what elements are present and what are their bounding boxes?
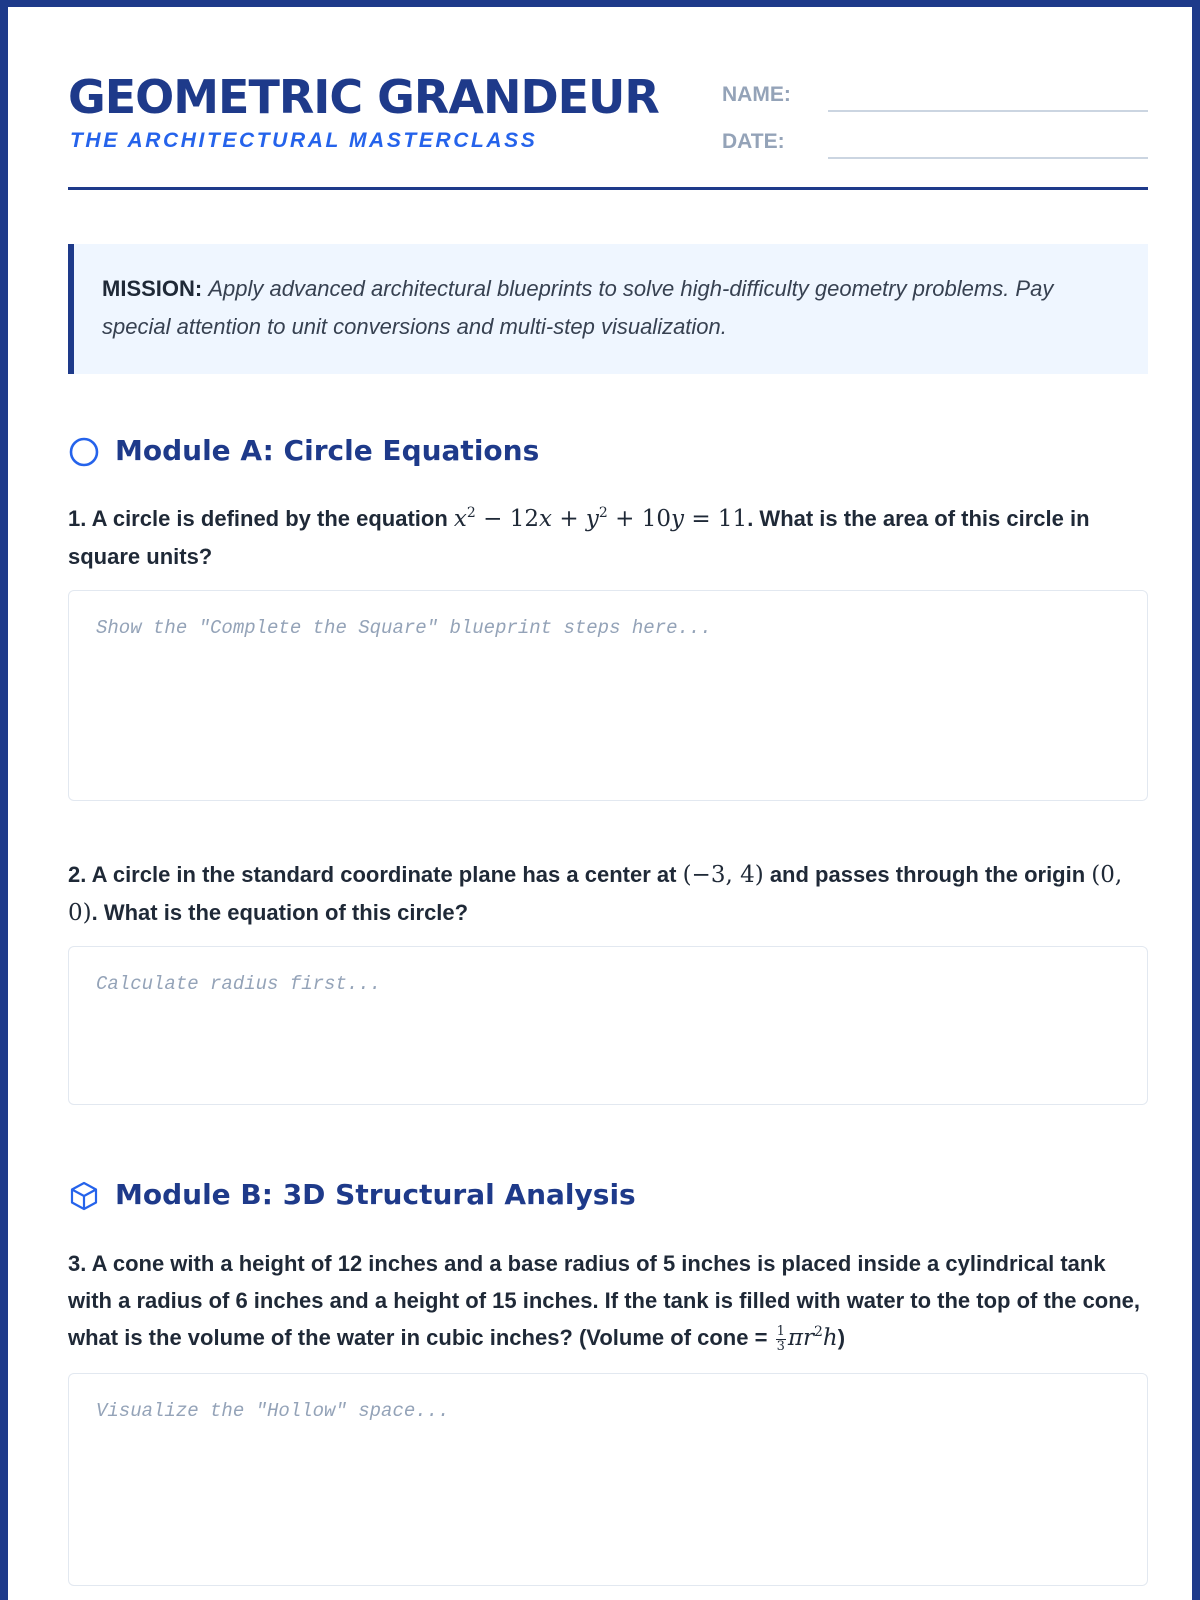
question-3-cone-formula: $\pi r^2h$ — [787, 1324, 838, 1351]
name-label: NAME: — [722, 83, 791, 106]
answer-box-1[interactable] — [68, 590, 1148, 801]
date-label: DATE: — [722, 130, 785, 153]
mission-text: Apply advanced architectural blueprints to solve high-difficulty geometry problems. Pay special attention to unit conversions and multi-step visualization. — [102, 276, 1054, 339]
module-a-title: Module A: Circle Equations — [115, 434, 540, 467]
question-2-origin: (0, 0) — [68, 862, 1123, 926]
question-2-suffix: . What is the equation of this circle? — [91, 900, 469, 925]
name-underline — [828, 110, 1148, 112]
date-input[interactable] — [828, 128, 1152, 158]
question-1-suffix: . What is the area of this circle in square units? — [68, 506, 1090, 569]
mission-label: MISSION: — [102, 276, 203, 301]
date-underline — [828, 157, 1148, 159]
question-2-prefix: 2. A circle in the standard coordinate plane has a center at — [68, 862, 677, 887]
worksheet-subtitle: THE ARCHITECTURAL MASTERCLASS — [70, 129, 538, 152]
question-1 — [68, 500, 1148, 575]
fraction-one-third: $\frac{1}{3}$ — [776, 1323, 785, 1354]
question-3-suffix: ) — [837, 1325, 846, 1350]
question-3-prefix: 3. A cone with a height of 12 inches and a base radius of 5 inches is placed inside a cylindrical tank with a radius of 6 inches and a height of 15 inches. If the tank is filled with water to the top of the cone, what is the volume of the water in cubic inches? (Volume of cone = — [68, 1251, 1141, 1350]
circle-icon — [68, 436, 100, 468]
module-b-title: Module B: 3D Structural Analysis — [115, 1178, 636, 1211]
header-divider — [68, 187, 1148, 190]
name-input[interactable] — [828, 81, 1152, 111]
answer-box-3[interactable] — [68, 1373, 1148, 1586]
cube-icon — [68, 1180, 100, 1212]
mission-box — [68, 244, 1148, 374]
answer-box-2[interactable] — [68, 946, 1148, 1105]
question-1-prefix: 1. A circle is defined by the equation — [68, 506, 448, 531]
question-2-middle: and passes through the origin — [769, 862, 1086, 887]
question-2 — [68, 856, 1148, 932]
question-3 — [68, 1245, 1148, 1357]
question-1-equation: $x^2 - 12x + y^2 + 10y = 11$ — [453, 505, 748, 532]
question-2-center: (−3, 4) — [682, 862, 764, 888]
worksheet-title: GEOMETRIC GRANDEUR — [68, 70, 659, 124]
worksheet-header — [68, 67, 1148, 191]
